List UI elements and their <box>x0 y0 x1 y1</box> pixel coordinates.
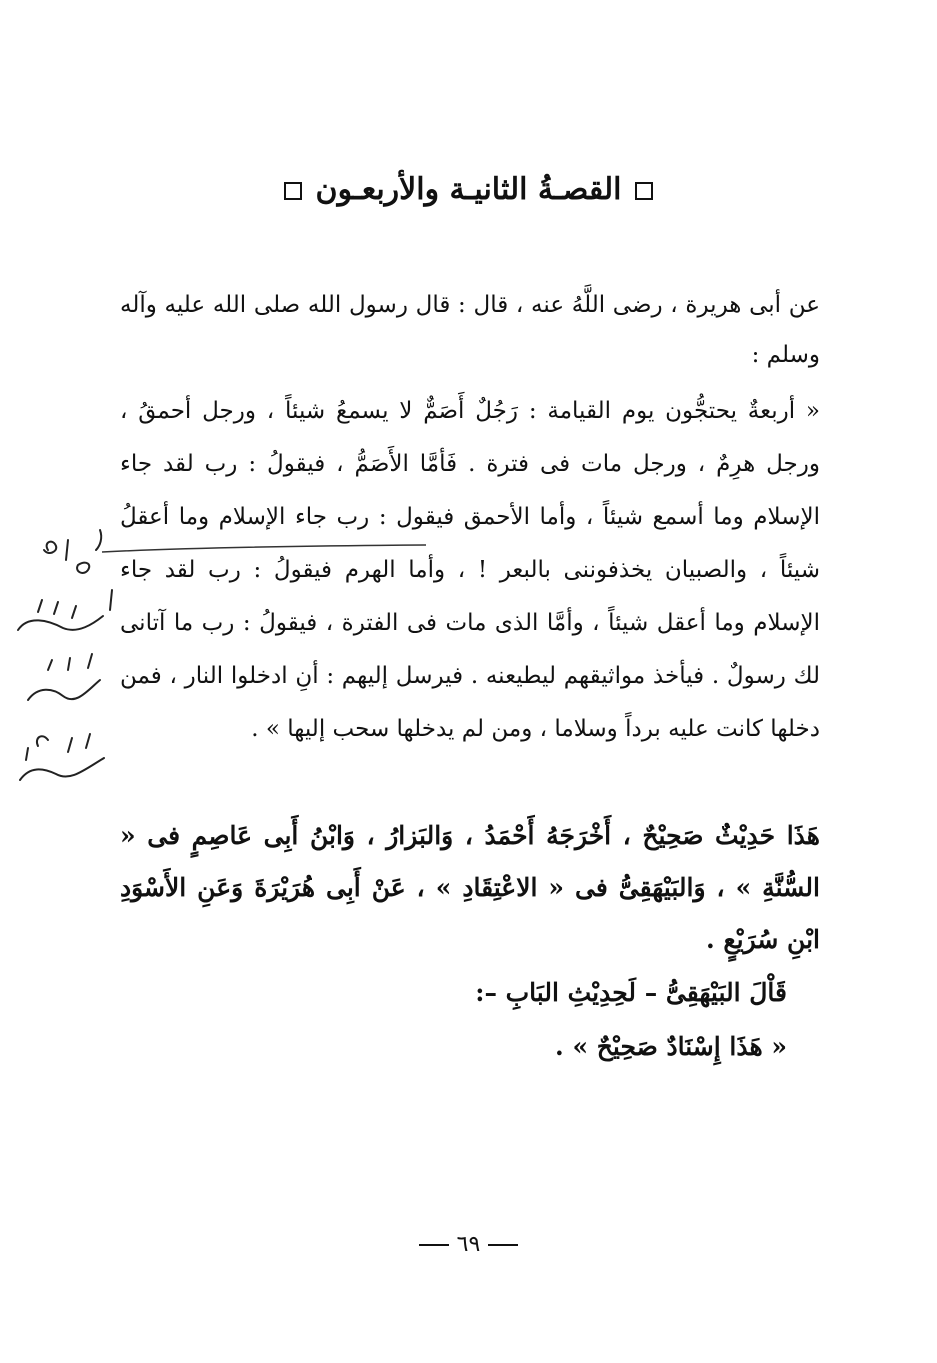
square-ornament-icon <box>284 182 302 200</box>
page-footer <box>0 1230 937 1260</box>
story-heading <box>0 170 937 210</box>
footer-dash <box>419 1244 449 1246</box>
handwritten-margin-note-icon <box>8 520 118 800</box>
square-ornament-icon <box>635 182 653 200</box>
bayhaqi-quote-intro: قَاْلَ البَيْهَقِىُّ – لَحِدِيْثِ البَابِ –: <box>475 978 787 1007</box>
handwritten-underline-mark <box>100 540 430 560</box>
story-title: القصـةُ الثانيـة والأربعـون <box>315 172 622 207</box>
grading-paragraph: هَذَا حَدِيْثٌ صَحِيْحٌ ، أَخْرَجَهُ أَحْمَدُ ، وَالبَزارُ ، وَابْنُ أَبِى عَاصِمٍ فى « السُّنَّةِ » ، وَالبَيْهَقِىُّ فى « الاعْتِقَادِ » ، عَنْ أَبِى هُرَيْرَةَ وَعَنِ الأَسْوَدِ ابْنِ سُرَيْعٍ . <box>120 821 820 954</box>
footer-dash <box>488 1244 518 1246</box>
bayhaqi-quote-text: « هَذَا إِسْنَادٌ صَحِيْحٌ » . <box>555 1032 787 1061</box>
intro-paragraph: عن أبى هريرة ، رضى اللَّهُ عنه ، قال : قال رسول الله صلى الله عليه وآله وسلم : <box>120 292 820 368</box>
page-number: ٦٩ <box>456 1232 481 1257</box>
hadith-paragraph: « أربعةٌ يحتجُّون يوم القيامة : رَجُلٌ أَصَمٌّ لا يسمعُ شيئاً ، ورجل أحمقُ ، ورجل هرِمٌ ، ورجل مات فى فترة . فَأمَّا الأَصَمُّ ، فيقولُ : رب لقد جاء الإسلام وما أسمع شيئاً ، وأما الأحمق فيقول : رب جاء الإسلام وما أعقلُ شيئاً ، والصبيان يخذفوننى بالبعر ! ، وأما الهرم فيقولُ : رب لقد جاء الإسلام وما أعقل شيئاً ، وأمَّا الذى مات فى الفترة ، فيقولُ : رب ما آتانى لك رسولٌ . فيأخذ مواثيقهم ليطيعنه . فيرسل إليهم : أنِ ادخلوا النار ، فمن دخلها كانت عليه برداً وسلاما ، ومن لم يدخلها سحب إليها » . <box>120 398 820 742</box>
